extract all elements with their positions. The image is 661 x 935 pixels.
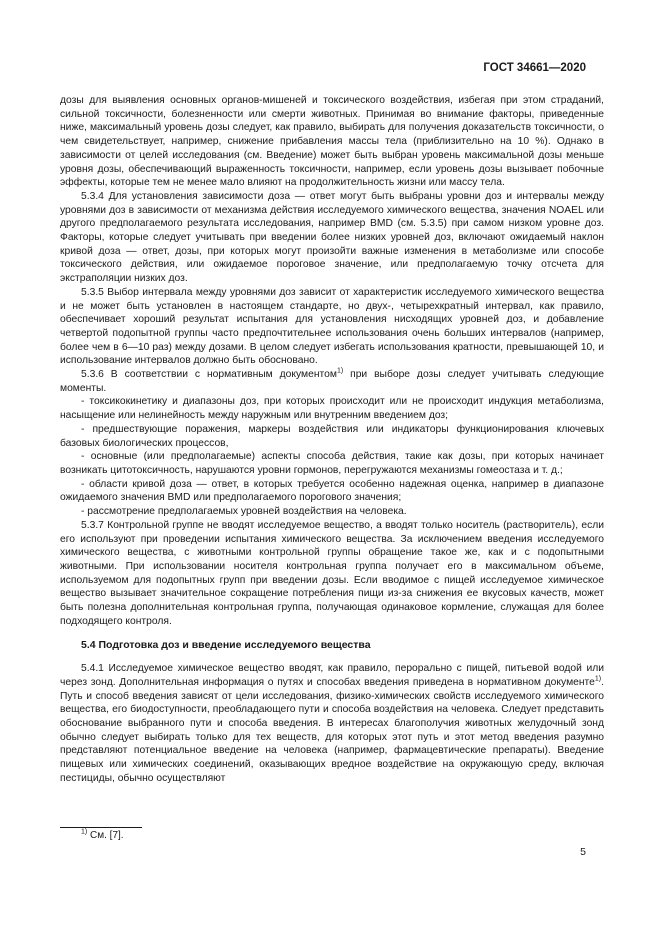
page-number: 5 <box>580 846 586 858</box>
paragraph-5-4-1-text-a: 5.4.1 Исследуемое химическое вещество вводят, как правило, перорально с пищей, питьевой водой или через зонд. Дополнительная информация о путях и способах введения приведена в нормативном документе <box>60 663 604 688</box>
paragraph-5-4-1 <box>60 662 604 785</box>
list-item: - основные (или предполагаемые) аспекты способа действия, такие как дозы, при которых начинает возникать цитотоксичность, нарушаются уровни гормонов, перегружаются механизмы гомеостаза и т. д.; <box>60 451 604 476</box>
paragraph-5-3-6 <box>60 368 604 395</box>
list-item: - токсикокинетику и диапазоны доз, при которых происходит или не происходит индукция метаболизма, насыщение или нелинейность между наружным или внутренним введением доз; <box>60 396 604 422</box>
section-heading: 5.4 Подготовка доз и введение исследуемого вещества <box>81 639 371 652</box>
document-header: ГОСТ 34661—2020 <box>483 62 586 74</box>
paragraph-5-3-5: 5.3.5 Выбор интервала между уровнями доз зависит от характеристик исследуемого химического вещества и не может быть установлен в настоящем стандарте, но двух-, четырехкратный интервал, как правило, обеспечивает хороший результат испытания для установления нисходящих уровней доз, и добавление четвертой подопытной группы часто предпочтительнее использования очень больших интервалов (например, более чем в 6—10 раз) между дозами. В целом следует избегать использования кратности, превышающей 10, и использование интервалов должно быть обосновано. <box>60 286 604 367</box>
list-item: - области кривой доза — ответ, в которых требуется особенно надежная оценка, например в диапазоне ожидаемого значения BMD или предполагаемого порогового значения; <box>60 478 604 504</box>
paragraph-5-3-4: 5.3.4 Для установления зависимости доза — ответ могут быть выбраны уровни доз и интервалы между уровнями доз в зависимости от механизма действия исследуемого химического вещества, значения NOAEL или другого предполагаемого результата исследования, например BMD (см. 5.3.5) при самом низком уровне доз. Факторы, которые следует учитывать при введении более низких уровней доз, включают ожидаемый наклон кривой доза — ответ, дозы, при которых могут произойти важные изменения в метаболизме или способе токсического действия, или ожидаемое пороговое значение, или предполагаемую точку отсчета для экстраполяции низких доз. <box>60 190 604 285</box>
paragraph-5-4-1-text-b: . Путь и способ введения зависят от цели исследования, физико-химических свойств исследуемого химического вещества, его биодоступности, преобладающего пути и способа воздействия на человека. Следует представить обоснование выбранного пути и способа введения. В интересах благополучия животных желудочный зонд обычно следует выбирать только для тех веществ, для которых этот путь и этот метод введения разумно представляют потенциальное введение на человека (например, фармацевтические препараты). Введение пищевых или химических соединений, оказывающих вредное воздействие на окружающую среду, включая пестициды, обычно осуществляют <box>60 676 604 784</box>
footnote-mark: 1) <box>81 828 88 836</box>
footnote-divider <box>60 827 142 828</box>
footnote-reference: 1) <box>594 675 602 683</box>
paragraph-5-3-6-text-b: при выборе дозы следует учитывать следующие моменты. <box>60 369 605 394</box>
paragraph-5-3-7: 5.3.7 Контрольной группе не вводят исследуемое вещество, а вводят только носитель (растворитель), если его используют при проведении испытания химического вещества. За исключением введения исследуемого химического вещества, с животными контрольной группы обращение такое же, как и с подопытными животными. При использовании носителя контрольная группа получает его в максимальном объеме, используемом для подопытных групп при введении дозы. Если вводимое с пищей исследуемое химическое вещество вызывает значительное сокращение потребления пищи из-за снижения ее вкусовых качеств, может быть полезна дополнительная контрольная группа, получающая одинаковое кормление, служащая для более подходящего контроля. <box>60 519 604 627</box>
footnote-text: См. [7]. <box>87 830 124 841</box>
footnote <box>81 830 124 841</box>
paragraph-5-3-6-text-a: 5.3.6 В соответствии с нормативным документом <box>81 369 337 381</box>
list-item: - предшествующие поражения, маркеры воздействия или индикаторы функционирования ключевых базовых биологических процессов, <box>60 423 604 449</box>
footnote-reference: 1) <box>336 367 344 375</box>
page-content <box>60 94 604 785</box>
list-item: - рассмотрение предполагаемых уровней воздействия на человека. <box>81 506 407 518</box>
paragraph-continuation: дозы для выявления основных органов-мишеней и токсического воздействия, избегая при этом страданий, сильной токсичности, болезненности или смерти животных. Принимая во внимание факторы, приведенные ниже, максимальный уровень дозы следует, как правило, выбирать для получения доказательств токсичности, о чем свидетельствует, например, снижение прибавления массы тела (приблизительно на 10 %). Однако в зависимости от целей исследования (см. Введение) может быть выбран уровень максимальной дозы меньше уровня дозы, обеспечивающий выраженность токсичности, например, если уровень дозы вызывает побочные эффекты, которые тем не менее мало влияют на продолжительность жизни или массу тела. <box>60 95 604 189</box>
